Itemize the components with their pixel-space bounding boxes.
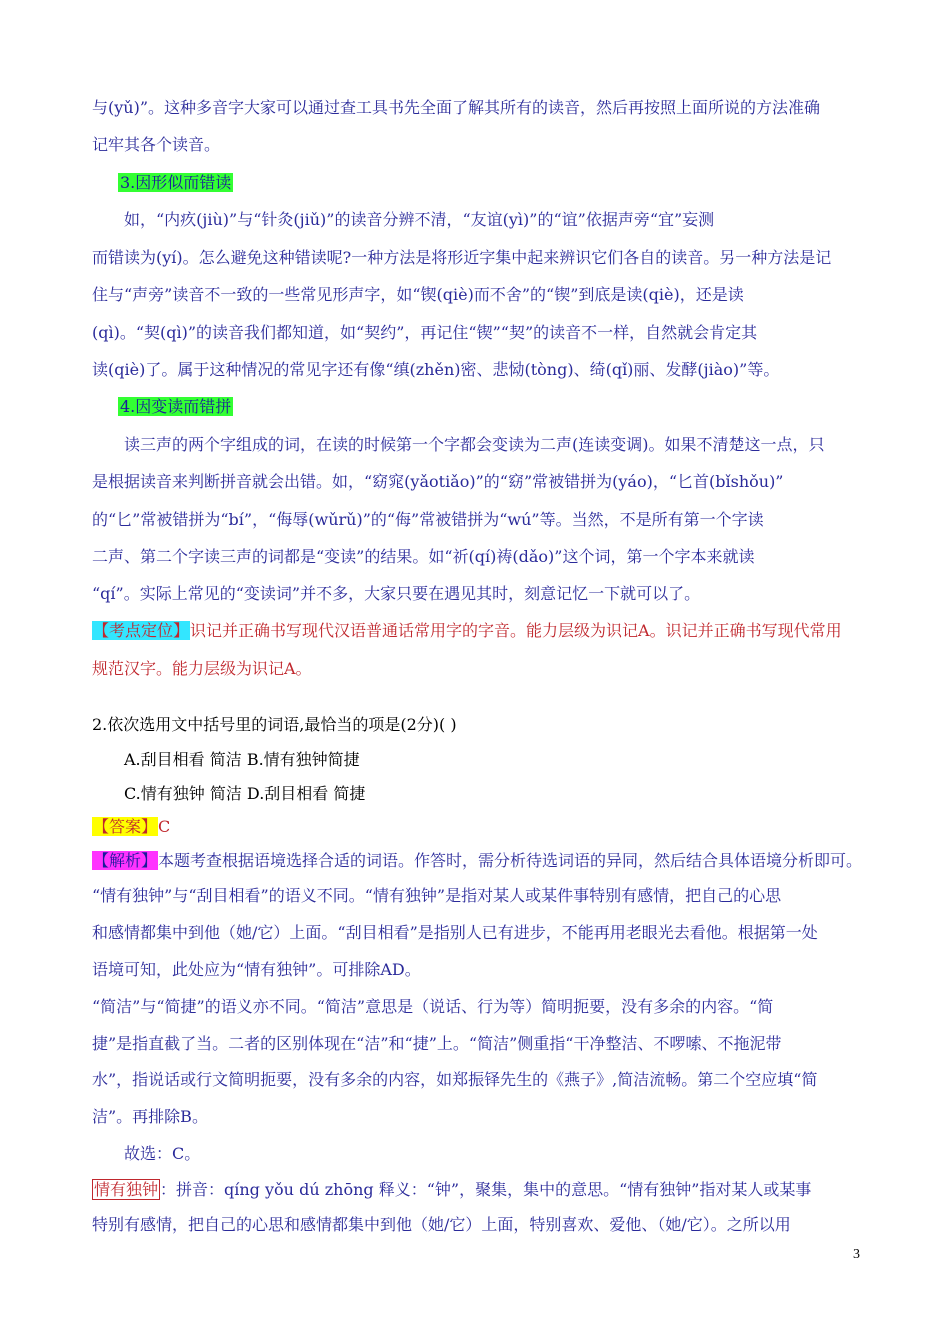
section-4-line-4: 二声、第二个字读三声的词都是“变读”的结果。如“祈(qí)祷(dǎo)”这个词，第一个字本来就读	[92, 547, 755, 566]
jiexi-line-7: 水”，指说话或行文简明扼要，没有多余的内容，如郑振铎先生的《燕子》,简洁流畅。第二个空应填“简	[92, 1070, 818, 1089]
jiexi-line-8: 洁”。再排除B。	[92, 1107, 208, 1126]
section-4-heading-text: 4.因变读而错拼	[120, 397, 232, 416]
jiexi-line-2: “情有独钟”与“刮目相看”的语义不同。“情有独钟”是指对某人或某件事特别有感情，把自己的心思	[92, 886, 782, 905]
term-line-2: 特别有感情，把自己的心思和感情都集中到他（她/它）上面，特别喜欢、爱他、（她/它）。之所以用	[92, 1215, 791, 1234]
section-3-line-3: 住与“声旁”读音不一致的一些常见形声字，如“锲(qiè)而不舍”的“锲”到底是读(qiè)，还是读	[92, 285, 744, 304]
question-stem: 2.依次选用文中括号里的词语,最恰当的项是(2分)( )	[92, 715, 457, 734]
kaodian-label: 【考点定位】	[93, 621, 190, 640]
kaodian-line-2: 规范汉字。能力层级为识记A。	[92, 659, 312, 678]
jiexi-line-6: 捷”是指直截了当。二者的区别体现在“洁”和“捷”上。“简洁”侧重指“干净整洁、不啰嗦、不拖泥带	[92, 1034, 782, 1053]
kaodian-line-1	[92, 620, 842, 642]
jiexi-conclusion: 故选：C。	[124, 1144, 201, 1163]
section-3-heading-text: 3.因形似而错读	[120, 173, 232, 192]
question-options-2: C.情有独钟 简洁 D.刮目相看 简捷	[124, 784, 366, 803]
answer-value: C	[158, 817, 171, 836]
section-3-line-5: 读(qiè)了。属于这种情况的常见字还有像“缜(zhěn)密、悲恸(tòng)、绮(qǐ)丽、发酵(jiào)”等。	[92, 360, 780, 379]
jiexi-line-5: “简洁”与“简捷”的语义亦不同。“简洁”意思是（说话、行为等）简明扼要，没有多余的内容。“简	[92, 997, 774, 1016]
section-3-line-1: 如，“内疚(jiù)”与“针灸(jiǔ)”的读音分辨不清，“友谊(yì)”的“谊”依据声旁“宜”妄测	[124, 210, 715, 229]
section-4-line-3: 的“匕”常被错拼为“bí”，“侮辱(wǔrǔ)”的“侮”常被错拼为“wú”等。当然，不是所有第一个字读	[92, 510, 764, 529]
jiexi-line-4: 语境可知，此处应为“情有独钟”。可排除AD。	[92, 960, 421, 979]
section-4-line-1: 读三声的两个字组成的词，在读的时候第一个字都会变读为二声(连读变调)。如果不清楚这一点，只	[124, 435, 825, 454]
section-3-heading	[118, 172, 233, 194]
jiexi-first: 本题考查根据语境选择合适的词语。作答时，需分析待选词语的异同，然后结合具体语境分析即可。	[158, 851, 863, 870]
intro-line-1: 与(yǔ)”。这种多音字大家可以通过查工具书先全面了解其所有的读音，然后再按照上面所说的方法准确	[92, 98, 821, 117]
jiexi-label: 【解析】	[93, 851, 158, 870]
answer-line	[92, 816, 170, 838]
section-3-line-4: (qì)。“契(qì)”的读音我们都知道，如“契约”，再记住“锲”“契”的读音不一样，自然就会肯定其	[92, 323, 758, 342]
jiexi-line-1	[92, 850, 862, 872]
section-4-heading	[118, 396, 233, 418]
page-number: 3	[853, 1247, 860, 1262]
section-4-line-5: “qí”。实际上常见的“变读词”并不多，大家只要在遇见其时，刻意记忆一下就可以了。	[92, 584, 701, 603]
section-3-line-2: 而错读为(yí)。怎么避免这种错读呢?一种方法是将形近字集中起来辨识它们各自的读音。另一种方法是记	[92, 248, 832, 267]
term-line-1	[92, 1179, 811, 1201]
jiexi-line-3: 和感情都集中到他（她/它）上面。“刮目相看”是指别人已有进步，不能再用老眼光去看他。根据第一处	[92, 923, 818, 942]
section-4-line-2: 是根据读音来判断拼音就会出错。如，“窈窕(yǎotiǎo)”的“窈”常被错拼为(yáo)，“匕首(bǐshǒu)”	[92, 472, 784, 491]
intro-line-2: 记牢其各个读音。	[92, 135, 221, 154]
kaodian-text-1: 识记并正确书写现代汉语普通话常用字的字音。能力层级为识记A。识记并正确书写现代常用	[190, 621, 842, 640]
term-word: 情有独钟	[94, 1180, 159, 1199]
question-options-1: A.刮目相看 简洁 B.情有独钟简捷	[124, 750, 360, 769]
answer-label: 【答案】	[93, 817, 158, 836]
term-text-1: ：拼音：qíng yǒu dú zhōng 释义：“钟”，聚集，集中的意思。“情有独钟”指对某人或某事	[160, 1180, 812, 1199]
